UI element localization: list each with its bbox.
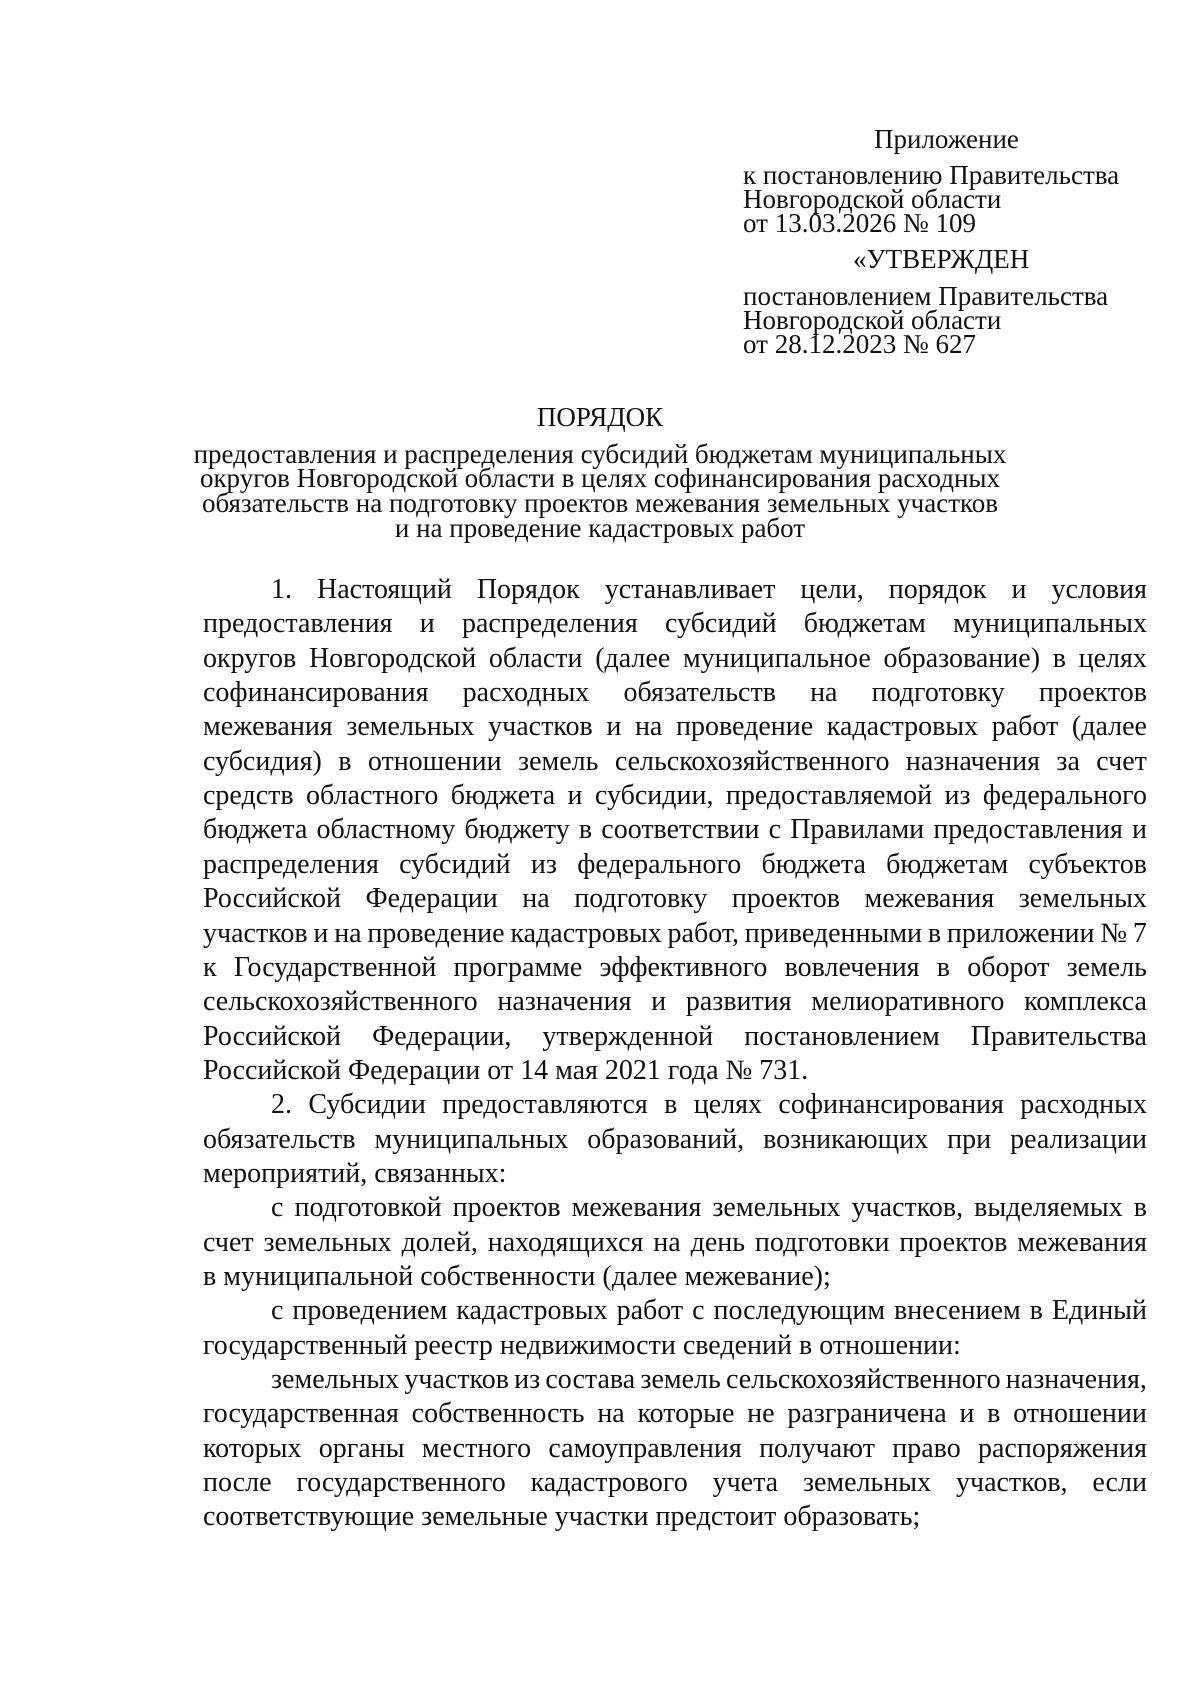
- body-line: софинансирования расходных обязательств на подготовку проектов: [203, 677, 1147, 708]
- body-line: средств областного бюджета и субсидии, предоставляемой из федерального: [203, 780, 1147, 811]
- title-line: обязательств на подготовку проектов межевания земельных участков: [201, 488, 999, 518]
- to-resolution-line: к постановлению Правительства: [743, 160, 1120, 190]
- region-line: Новгородской области: [743, 184, 1002, 214]
- title-line: предоставления и распределения субсидий бюджетам муниципальных: [193, 439, 1007, 469]
- title-line: и на проведение кадастровых работ: [394, 513, 806, 543]
- title-line: округов Новгородской области в целях софинансирования расходных: [199, 463, 1001, 493]
- approved-by-line: постановлением Правительства: [743, 281, 1109, 311]
- body-line: 2. Субсидии предоставляются в целях софинансирования расходных: [271, 1089, 1147, 1120]
- body-line: государственная собственность на которые не разграничена и в отношении: [203, 1398, 1147, 1429]
- body-line: счет земельных долей, находящихся на день подготовки проектов межевания: [203, 1227, 1147, 1258]
- body-line: обязательств муниципальных образований, возникающих при реализации: [203, 1124, 1147, 1155]
- body-line: субсидия) в отношении земель сельскохозяйственного назначения за счет: [203, 746, 1147, 777]
- body-line: распределения субсидий из федерального бюджета бюджетам субъектов: [203, 849, 1147, 880]
- body-line: межевания земельных участков и на проведение кадастровых работ (далее: [203, 711, 1147, 742]
- body-line: Российской Федерации, утвержденной постановлением Правительства: [203, 1021, 1147, 1052]
- body-line: с подготовкой проектов межевания земельных участков, выделяемых в: [271, 1192, 1147, 1223]
- body-line: которых органы местного самоуправления получают право распоряжения: [203, 1433, 1147, 1464]
- body-line: предоставления и распределения субсидий бюджетам муниципальных: [203, 608, 1147, 639]
- body-line: Российской Федерации на подготовку проектов межевания земельных: [203, 883, 1147, 914]
- body-line: сельскохозяйственного назначения и развития мелиоративного комплекса: [203, 986, 1147, 1017]
- body-line: бюджета областному бюджету в соответствии с Правилами предоставления и: [203, 814, 1147, 845]
- body-line: мероприятий, связанных:: [203, 1158, 507, 1189]
- body-line: к Государственной программе эффективного вовлечения в оборот земель: [203, 952, 1147, 983]
- body-line: Российской Федерации от 14 мая 2021 года № 731.: [203, 1055, 809, 1086]
- body-line: государственный реестр недвижимости сведений в отношении:: [203, 1330, 961, 1361]
- body-line: земельных участков из состава земель сельскохозяйственного назначения,: [271, 1364, 1147, 1395]
- document-heading: ПОРЯДОК: [536, 402, 664, 432]
- approved-date-number-line: от 28.12.2023 № 627: [743, 329, 976, 359]
- approved-label: «УТВЕРЖДЕН: [853, 244, 1030, 274]
- body-line: с проведением кадастровых работ с последующим внесением в Единый: [271, 1295, 1147, 1326]
- body-line: участков и на проведение кадастровых работ, приведенными в приложении № 7: [203, 918, 1147, 949]
- body-line: округов Новгородской области (далее муниципальное образование) в целях: [203, 643, 1147, 674]
- body-line: после государственного кадастрового учета земельных участков, если: [203, 1467, 1147, 1498]
- approved-region-line: Новгородской области: [743, 305, 1002, 335]
- body-line: в муниципальной собственности (далее межевание);: [203, 1261, 831, 1292]
- date-number-line: от 13.03.2026 № 109: [743, 208, 976, 238]
- body-line: 1. Настоящий Порядок устанавливает цели, порядок и условия: [271, 574, 1147, 605]
- appendix-label: Приложение: [874, 124, 1019, 154]
- body-line: соответствующие земельные участки предстоит образовать;: [203, 1501, 921, 1532]
